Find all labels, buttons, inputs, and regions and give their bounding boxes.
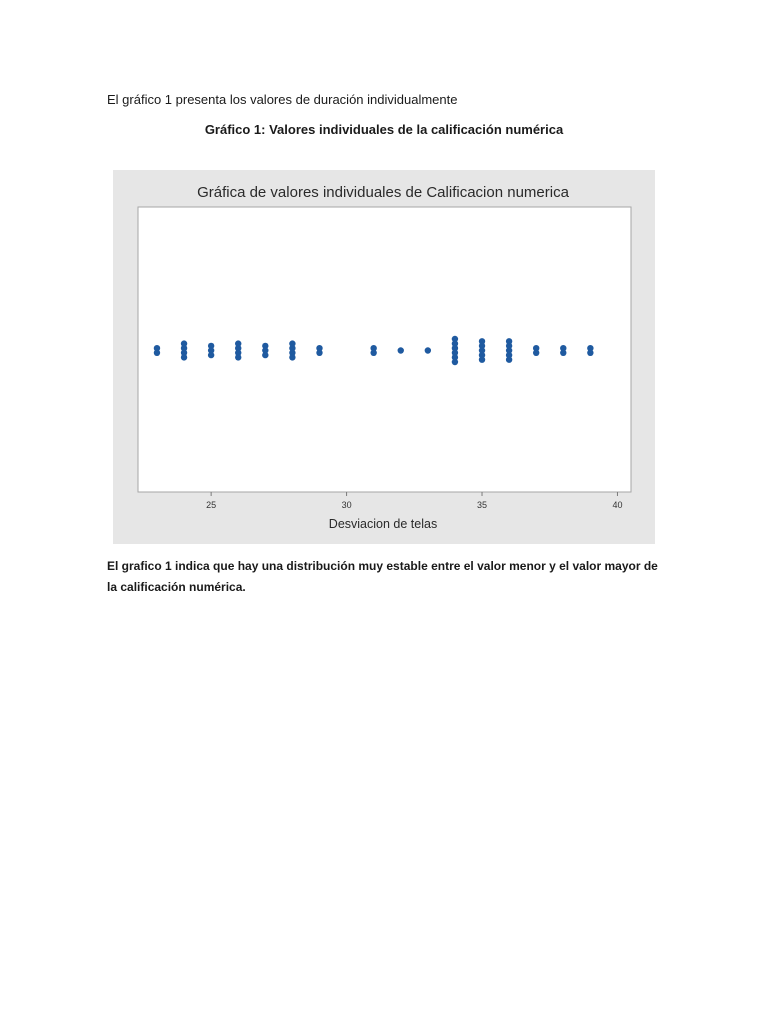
data-point <box>560 350 566 356</box>
x-axis <box>206 492 622 510</box>
data-point <box>370 350 376 356</box>
data-point <box>181 354 187 360</box>
data-point <box>289 354 295 360</box>
chart-figure <box>113 170 655 544</box>
figure-caption: Gráfico 1: Valores individuales de la calificación numérica <box>204 122 564 137</box>
intro-paragraph: El gráfico 1 presenta los valores de duración individualmente <box>107 92 458 107</box>
data-point <box>425 347 431 353</box>
data-point <box>506 357 512 363</box>
x-axis-label: Desviacion de telas <box>328 517 438 531</box>
data-point <box>533 350 539 356</box>
data-point <box>479 357 485 363</box>
chart-title: Gráfica de valores individuales de Calificacion numerica <box>197 184 569 201</box>
data-point <box>235 354 241 360</box>
x-tick-label: 30 <box>341 500 352 510</box>
data-point <box>452 359 458 365</box>
x-tick-label: 25 <box>206 500 217 510</box>
conclusion-paragraph: El grafico 1 indica que hay una distribución muy estable entre el valor menor y el valor mayor de la calificación numérica. <box>107 559 658 594</box>
x-tick-label: 35 <box>477 500 488 510</box>
data-point <box>208 352 214 358</box>
individual-value-plot <box>113 170 655 544</box>
data-point <box>154 350 160 356</box>
data-point <box>587 350 593 356</box>
data-point <box>262 352 268 358</box>
data-point <box>316 350 322 356</box>
data-point <box>398 347 404 353</box>
x-tick-label: 40 <box>612 500 623 510</box>
